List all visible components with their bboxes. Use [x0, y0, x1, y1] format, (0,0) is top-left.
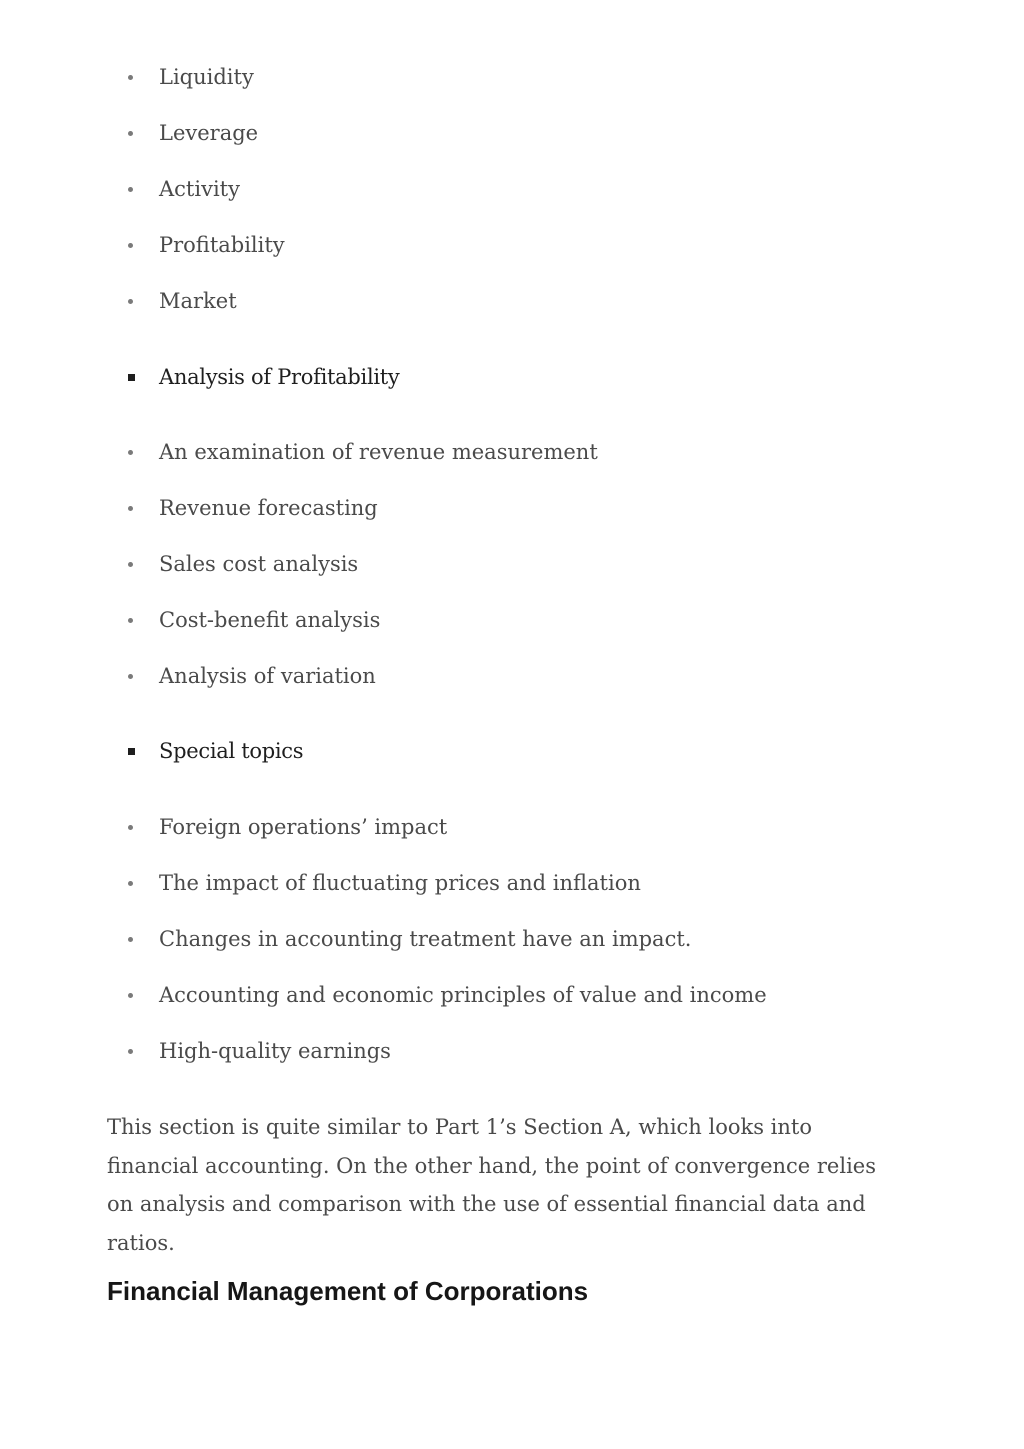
list-item [159, 813, 447, 841]
list-item [159, 662, 376, 690]
list-item [159, 981, 767, 1009]
bullet-dot-icon [128, 187, 133, 192]
profitability-heading [159, 363, 399, 391]
list-item-text: Changes in accounting treatment have an impact. [159, 927, 692, 951]
list-item-text: Cost-benefit analysis [159, 608, 381, 632]
bullet-dot-icon [128, 131, 133, 136]
square-bullet-icon [128, 374, 135, 381]
list-item [159, 119, 258, 147]
special-topics-heading [159, 737, 303, 765]
bullet-dot-icon [128, 993, 133, 998]
list-item [159, 606, 380, 634]
list-item [159, 1037, 391, 1065]
bullet-dot-icon [128, 937, 133, 942]
list-item-text: Market [159, 289, 237, 313]
list-item [159, 287, 237, 315]
bullet-dot-icon [128, 881, 133, 886]
bullet-dot-icon [128, 1049, 133, 1054]
special-topics-heading-text: Special topics [159, 739, 304, 763]
bullet-dot-icon [128, 299, 133, 304]
section-heading: Financial Management of Corporations [107, 1276, 589, 1306]
list-item-text: High-quality earnings [159, 1039, 391, 1063]
list-item [159, 63, 254, 91]
bullet-dot-icon [128, 75, 133, 80]
bullet-dot-icon [128, 450, 133, 455]
list-item [159, 231, 285, 259]
bullet-dot-icon [128, 506, 133, 511]
profitability-heading-text: Analysis of Profitability [159, 365, 400, 389]
bullet-dot-icon [128, 243, 133, 248]
list-item [159, 550, 358, 578]
list-item [159, 494, 378, 522]
list-item-text: The impact of fluctuating prices and inflation [159, 871, 641, 895]
bullet-dot-icon [128, 825, 133, 830]
list-item-text: Analysis of variation [159, 664, 376, 688]
square-bullet-icon [128, 748, 135, 755]
list-item-text: Revenue forecasting [159, 496, 378, 520]
list-item-text: Liquidity [159, 65, 254, 89]
list-item-text: Profitability [159, 233, 285, 257]
list-item [159, 438, 598, 466]
list-item-text: Leverage [159, 121, 259, 145]
list-item-text: An examination of revenue measurement [159, 440, 598, 464]
list-item [159, 925, 691, 953]
bullet-dot-icon [128, 618, 133, 623]
list-item-text: Foreign operations’ impact [159, 815, 448, 839]
list-item-text: Accounting and economic principles of value and income [159, 983, 767, 1007]
list-item-text: Sales cost analysis [159, 552, 359, 576]
bullet-dot-icon [128, 674, 133, 679]
bullet-dot-icon [128, 562, 133, 567]
list-item [159, 175, 240, 203]
list-item-text: Activity [159, 177, 240, 201]
body-paragraph: This section is quite similar to Part 1’s Section A, which looks into financial accounting. On the other hand, the point of convergence relies on analysis and comparison with the use of essential financial data and ratios. [107, 1115, 876, 1255]
list-item [159, 869, 641, 897]
